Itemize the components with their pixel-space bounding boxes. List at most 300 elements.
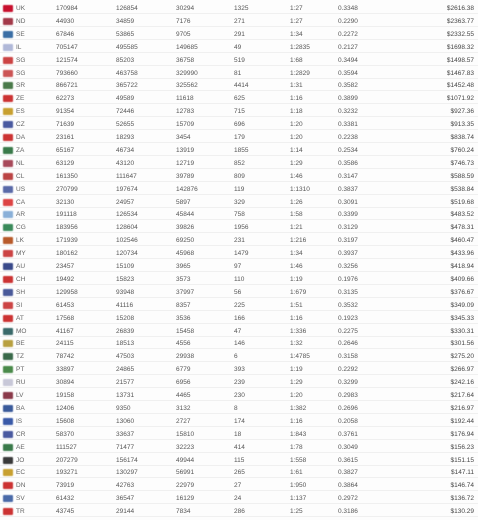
country-code-cell: EC [16, 469, 26, 477]
value-4-cell: 758 [234, 211, 245, 219]
table-row [0, 416, 478, 427]
flag-icon [3, 366, 13, 373]
flag-icon [3, 418, 13, 425]
value-4-cell: 47 [234, 327, 242, 335]
value-1-cell: 15608 [56, 417, 75, 425]
flag-icon [3, 340, 13, 347]
flag-icon [3, 495, 13, 502]
table-row [0, 248, 478, 259]
flag-icon [3, 70, 13, 77]
value-2-cell: 128604 [116, 224, 138, 232]
table-row [0, 377, 478, 388]
country-code-cell: AR [16, 211, 26, 219]
country-code-cell: UK [16, 5, 26, 12]
value-1-cell: 12406 [56, 404, 75, 412]
country-code-cell: CA [16, 198, 26, 206]
country-code-cell: ND [16, 17, 26, 25]
value-1-cell: 705147 [56, 43, 78, 51]
value-2-cell: 41116 [116, 301, 134, 309]
value-4-cell: 166 [234, 314, 245, 322]
value-4-cell: 8 [234, 404, 238, 412]
country-code-cell: US [16, 185, 26, 193]
value-2-cell: 29144 [116, 508, 135, 516]
flag-icon [3, 57, 13, 64]
amount-cell: $330.31 [450, 327, 474, 335]
amount-cell: $460.47 [450, 237, 474, 245]
value-2-cell: 24865 [116, 366, 135, 374]
amount-cell: $1467.83 [446, 69, 474, 77]
value-1-cell: 32130 [56, 198, 75, 206]
flag-icon [3, 18, 13, 25]
table-row [0, 29, 478, 40]
value-3-cell: 329990 [176, 69, 198, 77]
country-code-cell: LV [16, 392, 24, 399]
value-1-cell: 19158 [56, 392, 75, 399]
rate-cell: 0.2272 [338, 30, 358, 38]
value-2-cell: 18293 [116, 134, 135, 141]
value-3-cell: 56991 [176, 469, 195, 477]
value-1-cell: 65167 [56, 146, 75, 154]
value-3-cell: 4556 [176, 340, 191, 348]
flag-icon [3, 302, 13, 309]
rate-cell: 0.3761 [338, 430, 358, 438]
country-code-cell: CZ [16, 121, 25, 129]
amount-cell: $1071.92 [446, 95, 474, 103]
ratio-cell: 1:19 [290, 275, 303, 283]
ratio-cell: 1:16 [290, 95, 303, 103]
rate-cell: 0.3049 [338, 443, 358, 451]
ratio-cell: 1:20 [290, 392, 303, 399]
table-row [0, 390, 478, 401]
flag-icon [3, 405, 13, 412]
value-1-cell: 78742 [56, 353, 75, 361]
flag-icon [3, 134, 13, 141]
value-3-cell: 4465 [176, 392, 191, 399]
country-code-cell: JO [16, 456, 25, 464]
value-2-cell: 52655 [116, 121, 135, 129]
value-2-cell: 18513 [116, 340, 135, 348]
flag-icon [3, 250, 13, 257]
ratio-cell: 1:216 [290, 237, 307, 245]
table-row [0, 145, 478, 156]
flag-icon [3, 263, 13, 270]
value-1-cell: 111527 [56, 443, 77, 451]
value-4-cell: 715 [234, 108, 245, 116]
amount-cell: $156.23 [450, 443, 474, 451]
value-3-cell: 7176 [176, 17, 191, 25]
value-2-cell: 156174 [116, 456, 138, 464]
value-1-cell: 67846 [56, 30, 75, 38]
ratio-cell: 1:336 [290, 327, 307, 335]
value-1-cell: 58370 [56, 430, 75, 438]
value-4-cell: 27 [234, 482, 242, 490]
country-code-cell: SR [16, 82, 26, 90]
flag-icon [3, 444, 13, 451]
value-4-cell: 625 [234, 95, 245, 103]
country-code-cell: MO [16, 327, 27, 335]
country-code-cell: SH [16, 288, 26, 296]
value-4-cell: 146 [234, 340, 245, 348]
ratio-cell: 1:68 [290, 56, 303, 64]
value-2-cell: 49589 [116, 95, 135, 103]
value-3-cell: 5897 [176, 198, 191, 206]
ratio-cell: 1:29 [290, 379, 303, 387]
value-3-cell: 7834 [176, 508, 191, 516]
country-code-cell: LK [16, 237, 24, 245]
flag-icon [3, 379, 13, 386]
ratio-cell: 1:32 [290, 340, 303, 348]
value-4-cell: 119 [234, 185, 245, 193]
table-row [0, 106, 478, 117]
value-4-cell: 179 [234, 134, 245, 141]
value-4-cell: 286 [234, 508, 245, 516]
value-3-cell: 16129 [176, 495, 195, 503]
flag-icon [3, 147, 13, 154]
value-1-cell: 24115 [56, 340, 74, 348]
value-3-cell: 22979 [176, 482, 195, 490]
table-row [0, 3, 478, 14]
value-1-cell: 270799 [56, 185, 78, 193]
table-row [0, 506, 478, 517]
value-3-cell: 15810 [176, 430, 195, 438]
value-3-cell: 11618 [176, 95, 194, 103]
value-2-cell: 130297 [116, 469, 138, 477]
value-1-cell: 161350 [56, 172, 78, 180]
ratio-cell: 1:46 [290, 263, 303, 270]
amount-cell: $275.20 [450, 353, 474, 361]
amount-cell: $838.74 [450, 134, 474, 141]
table-row [0, 119, 478, 130]
value-4-cell: 6 [234, 353, 238, 361]
table-row [0, 455, 478, 466]
table-row [0, 261, 478, 272]
value-1-cell: 62273 [56, 95, 75, 103]
value-4-cell: 1325 [234, 5, 249, 12]
table-row [0, 351, 478, 362]
rate-cell: 0.3586 [338, 159, 358, 167]
flag-icon [3, 95, 13, 102]
value-3-cell: 12783 [176, 108, 195, 116]
value-3-cell: 6956 [176, 379, 191, 387]
table-row [0, 209, 478, 220]
country-code-cell: CL [16, 172, 25, 180]
ratio-cell: 1:34 [290, 30, 303, 38]
flag-icon [3, 173, 13, 180]
value-4-cell: 1479 [234, 250, 249, 258]
amount-cell: $147.11 [450, 469, 474, 477]
amount-cell: $478.31 [450, 224, 474, 232]
value-3-cell: 49944 [176, 456, 195, 464]
ratio-cell: 1:31 [290, 82, 303, 90]
value-3-cell: 36758 [176, 56, 195, 64]
value-4-cell: 81 [234, 69, 242, 77]
flag-icon [3, 108, 13, 115]
rate-cell: 0.3837 [338, 185, 358, 193]
country-code-cell: AT [16, 314, 24, 322]
value-1-cell: 793660 [56, 69, 78, 77]
value-4-cell: 24 [234, 495, 242, 503]
value-1-cell: 23161 [56, 134, 75, 141]
ratio-cell: 1:843 [290, 430, 307, 438]
value-1-cell: 170984 [56, 5, 78, 12]
amount-cell: $2616.38 [446, 5, 474, 12]
value-3-cell: 325562 [176, 82, 198, 90]
amount-cell: $376.67 [450, 288, 474, 296]
amount-cell: $1452.48 [446, 82, 474, 90]
rate-cell: 0.3615 [338, 456, 358, 464]
value-1-cell: 193271 [56, 469, 78, 477]
value-3-cell: 15458 [176, 327, 195, 335]
value-2-cell: 93948 [116, 288, 135, 296]
value-3-cell: 12719 [176, 159, 195, 167]
value-2-cell: 85203 [116, 56, 135, 64]
table-row [0, 184, 478, 195]
rate-cell: 0.2983 [338, 392, 358, 399]
value-1-cell: 43745 [56, 508, 75, 516]
flag-icon [3, 5, 13, 12]
value-4-cell: 230 [234, 392, 245, 399]
amount-cell: $760.24 [450, 146, 474, 154]
table-row [0, 171, 478, 182]
rate-cell: 0.3232 [338, 108, 358, 116]
value-4-cell: 271 [234, 17, 245, 25]
rate-cell: 0.3186 [338, 508, 358, 516]
ratio-cell: 1:137 [290, 495, 307, 503]
table-row [0, 403, 478, 414]
amount-cell: $176.94 [450, 430, 474, 438]
value-2-cell: 47503 [116, 353, 135, 361]
flag-icon [3, 199, 13, 206]
country-code-cell: AE [16, 443, 25, 451]
flag-icon [3, 121, 13, 128]
table-row [0, 68, 478, 79]
value-4-cell: 393 [234, 366, 245, 374]
value-2-cell: 72446 [116, 108, 135, 116]
country-code-cell: DN [16, 482, 26, 490]
table-row [0, 429, 478, 440]
rate-cell: 0.2238 [338, 134, 358, 141]
value-2-cell: 13731 [116, 392, 135, 399]
amount-cell: $146.74 [450, 482, 474, 490]
value-3-cell: 2727 [176, 417, 191, 425]
table-row [0, 493, 478, 504]
value-2-cell: 43120 [116, 159, 135, 167]
value-2-cell: 42763 [116, 482, 135, 490]
amount-cell: $216.97 [450, 404, 474, 412]
flag-icon [3, 211, 13, 218]
rate-cell: 0.3381 [338, 121, 358, 129]
country-code-cell: ZA [16, 146, 25, 154]
value-4-cell: 18 [234, 430, 242, 438]
table-row [0, 300, 478, 311]
country-code-cell: NL [16, 159, 25, 167]
ratio-cell: 1:78 [290, 443, 303, 451]
value-1-cell: 171939 [56, 237, 78, 245]
rate-cell: 0.1976 [338, 275, 358, 283]
country-code-cell: IL [16, 43, 22, 51]
country-code-cell: SE [16, 30, 25, 38]
rate-cell: 0.3827 [338, 469, 358, 477]
value-2-cell: 126534 [116, 211, 138, 219]
value-2-cell: 111647 [116, 172, 137, 180]
rate-cell: 0.3135 [338, 288, 358, 296]
amount-cell: $2363.77 [446, 17, 474, 25]
country-code-cell: CR [16, 430, 26, 438]
flag-icon [3, 315, 13, 322]
value-4-cell: 265 [234, 469, 245, 477]
flag-icon [3, 82, 13, 89]
value-3-cell: 142876 [176, 185, 198, 193]
rate-cell: 0.2534 [338, 146, 358, 154]
table-row [0, 442, 478, 453]
country-code-cell: SG [16, 69, 26, 77]
ratio-cell: 1:58 [290, 211, 303, 219]
table-row [0, 16, 478, 27]
ratio-cell: 1:20 [290, 121, 303, 129]
amount-cell: $266.97 [450, 366, 474, 374]
value-4-cell: 4414 [234, 82, 249, 90]
value-2-cell: 120734 [116, 250, 138, 258]
rate-cell: 0.3256 [338, 263, 358, 270]
value-1-cell: 71639 [56, 121, 75, 129]
country-code-cell: AU [16, 263, 26, 270]
value-3-cell: 3536 [176, 314, 191, 322]
ratio-cell: 1:46 [290, 172, 303, 180]
value-1-cell: 33897 [56, 366, 75, 374]
rate-cell: 0.3899 [338, 95, 358, 103]
rate-cell: 0.1923 [338, 314, 358, 322]
table-row [0, 222, 478, 233]
ratio-cell: 1:51 [290, 301, 303, 309]
value-1-cell: 191118 [56, 211, 77, 219]
country-code-cell: MY [16, 250, 26, 258]
amount-cell: $409.66 [450, 275, 474, 283]
amount-cell: $913.35 [450, 121, 474, 129]
amount-cell: $927.36 [450, 108, 474, 116]
value-2-cell: 26839 [116, 327, 135, 335]
value-4-cell: 56 [234, 288, 242, 296]
ratio-cell: 1:2835 [290, 43, 310, 51]
value-2-cell: 495585 [116, 43, 138, 51]
amount-cell: $1698.32 [446, 43, 474, 51]
value-1-cell: 129958 [56, 288, 78, 296]
value-1-cell: 44930 [56, 17, 75, 25]
flag-icon [3, 482, 13, 489]
value-2-cell: 365722 [116, 82, 138, 90]
value-4-cell: 239 [234, 379, 245, 387]
value-1-cell: 73919 [56, 482, 75, 490]
rate-cell: 0.2127 [338, 43, 358, 51]
table-row [0, 93, 478, 104]
flag-icon [3, 353, 13, 360]
country-code-cell: CH [16, 275, 26, 283]
amount-cell: $151.15 [450, 456, 474, 464]
value-4-cell: 1956 [234, 224, 249, 232]
value-3-cell: 69250 [176, 237, 195, 245]
ratio-cell: 1:4785 [290, 353, 310, 361]
rate-cell: 0.3147 [338, 172, 358, 180]
ratio-cell: 1:558 [290, 456, 307, 464]
rate-cell: 0.3091 [338, 198, 358, 206]
table-row [0, 132, 478, 143]
ratio-cell: 1:27 [290, 17, 303, 25]
value-2-cell: 36547 [116, 495, 135, 503]
flag-icon [3, 31, 13, 38]
value-2-cell: 463758 [116, 69, 138, 77]
ratio-cell: 1:19 [290, 366, 303, 374]
value-4-cell: 1855 [234, 146, 249, 154]
ratio-cell: 1:950 [290, 482, 307, 490]
flag-icon [3, 289, 13, 296]
country-code-cell: SG [16, 56, 26, 64]
rate-cell: 0.3937 [338, 250, 358, 258]
value-2-cell: 33637 [116, 430, 135, 438]
country-code-cell: RU [16, 379, 26, 387]
value-3-cell: 37997 [176, 288, 195, 296]
value-1-cell: 23457 [56, 263, 75, 270]
value-3-cell: 13919 [176, 146, 195, 154]
amount-cell: $588.59 [450, 172, 474, 180]
value-2-cell: 15109 [116, 263, 135, 270]
table-row [0, 313, 478, 324]
value-3-cell: 39826 [176, 224, 195, 232]
value-4-cell: 329 [234, 198, 245, 206]
value-2-cell: 53865 [116, 30, 135, 38]
amount-cell: $217.64 [450, 392, 474, 399]
rate-cell: 0.2646 [338, 340, 358, 348]
flag-icon [3, 469, 13, 476]
amount-cell: $746.73 [450, 159, 474, 167]
ratio-cell: 1:26 [290, 198, 303, 206]
rate-cell: 0.3299 [338, 379, 358, 387]
value-4-cell: 174 [234, 417, 245, 425]
value-1-cell: 91354 [56, 108, 75, 116]
country-code-cell: BE [16, 340, 25, 348]
value-1-cell: 30894 [56, 379, 75, 387]
flag-icon [3, 508, 13, 515]
amount-cell: $433.96 [450, 250, 474, 258]
ratio-cell: 1:61 [290, 469, 303, 477]
value-4-cell: 225 [234, 301, 245, 309]
value-4-cell: 110 [234, 275, 245, 283]
value-3-cell: 8357 [176, 301, 191, 309]
value-3-cell: 3573 [176, 275, 191, 283]
ratio-cell: 1:679 [290, 288, 307, 296]
rate-cell: 0.2972 [338, 495, 358, 503]
flag-icon [3, 457, 13, 464]
flag-icon [3, 431, 13, 438]
value-2-cell: 15823 [116, 275, 135, 283]
value-1-cell: 61453 [56, 301, 75, 309]
rate-cell: 0.3399 [338, 211, 358, 219]
amount-cell: $538.84 [450, 185, 474, 193]
country-code-cell: PT [16, 366, 25, 374]
flag-icon [3, 160, 13, 167]
amount-cell: $483.52 [450, 211, 474, 219]
value-2-cell: 24957 [116, 198, 135, 206]
table-row [0, 364, 478, 375]
amount-cell: $242.16 [450, 379, 474, 387]
rate-cell: 0.3197 [338, 237, 358, 245]
value-3-cell: 15709 [176, 121, 195, 129]
ratio-cell: 1:14 [290, 146, 303, 154]
value-4-cell: 414 [234, 443, 245, 451]
value-2-cell: 13060 [116, 417, 135, 425]
table-row [0, 480, 478, 491]
rate-cell: 0.3158 [338, 353, 358, 361]
table-row [0, 42, 478, 53]
value-3-cell: 3454 [176, 134, 191, 141]
